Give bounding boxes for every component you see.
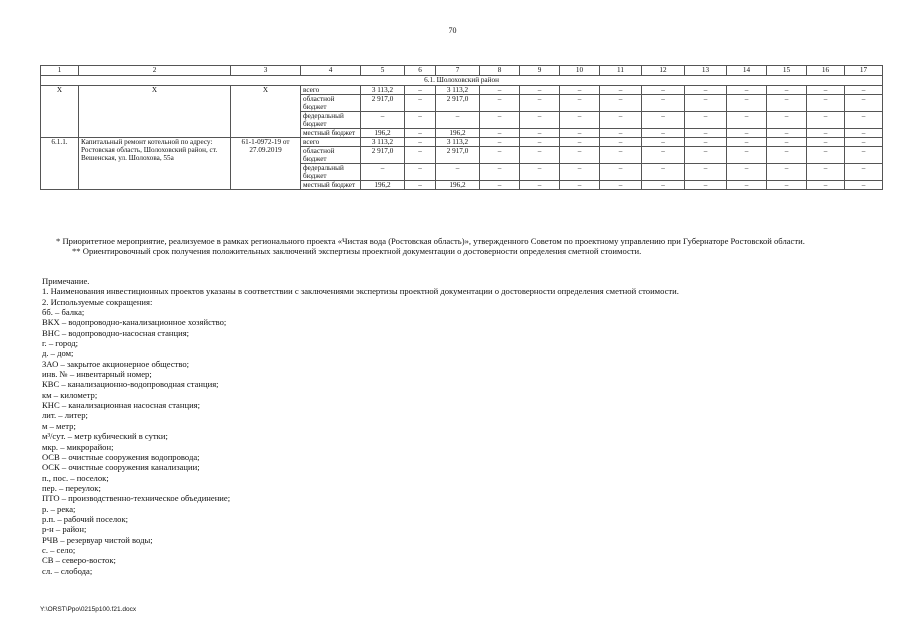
amount-cell: –: [480, 129, 520, 138]
page-number: 70: [448, 26, 457, 35]
amount-cell: –: [767, 164, 807, 181]
file-path-footer: Y:\ORST\Ppo\0215p100.f21.docx: [40, 606, 137, 613]
amount-cell: –: [600, 95, 642, 112]
column-number-header: 2: [79, 66, 231, 76]
amount-cell: –: [845, 86, 883, 95]
amount-cell: –: [480, 164, 520, 181]
column-number-header: 16: [807, 66, 845, 76]
amount-cell: –: [642, 164, 685, 181]
amount-cell: –: [845, 138, 883, 147]
abbreviation-item: ЗАО – закрытое акционерное общество;: [42, 358, 190, 369]
amount-cell: 3 113,2: [436, 138, 480, 147]
item-number: Х: [41, 86, 79, 138]
amount-cell: –: [600, 147, 642, 164]
amount-cell: –: [685, 181, 727, 190]
amount-cell: –: [642, 95, 685, 112]
amount-cell: –: [405, 147, 436, 164]
amount-cell: 2 917,0: [361, 147, 405, 164]
amount-cell: –: [807, 147, 845, 164]
abbreviation-item: ВКХ – водопроводно-канализационное хозяйство;: [42, 317, 227, 328]
amount-cell: –: [845, 181, 883, 190]
amount-cell: –: [560, 86, 600, 95]
column-number-header: 17: [845, 66, 883, 76]
funding-source: всего: [301, 138, 361, 147]
abbreviation-item: пер. – переулок;: [42, 482, 101, 493]
abbreviation-item: мкр. – микрорайон;: [42, 441, 114, 452]
notes-item-2: 2. Используемые сокращения:: [42, 296, 153, 307]
amount-cell: –: [807, 129, 845, 138]
amount-cell: –: [807, 181, 845, 190]
amount-cell: –: [560, 129, 600, 138]
amount-cell: –: [767, 112, 807, 129]
amount-cell: –: [685, 86, 727, 95]
abbreviation-item: СВ – северо-восток;: [42, 555, 116, 566]
amount-cell: –: [727, 95, 767, 112]
abbreviation-item: ВНС – водопроводно-насосная станция;: [42, 327, 190, 338]
amount-cell: –: [807, 138, 845, 147]
abbreviation-item: м – метр;: [42, 420, 76, 431]
notes-heading: Примечание.: [42, 276, 90, 286]
table-row: [41, 86, 883, 95]
amount-cell: –: [642, 86, 685, 95]
amount-cell: –: [600, 129, 642, 138]
table-row: [41, 138, 883, 147]
amount-cell: –: [361, 112, 405, 129]
amount-cell: –: [767, 95, 807, 112]
amount-cell: 196,2: [436, 129, 480, 138]
amount-cell: –: [845, 95, 883, 112]
footnote-expertise: ** Ориентировочный срок получения положительных заключений экспертизы проектной документации о достоверности определения сметной стоимости.: [72, 246, 642, 256]
amount-cell: –: [520, 147, 560, 164]
amount-cell: 2 917,0: [436, 147, 480, 164]
amount-cell: –: [727, 164, 767, 181]
amount-cell: –: [685, 95, 727, 112]
funding-source: областной бюджет: [301, 147, 361, 164]
table-header-row: [41, 66, 883, 76]
amount-cell: –: [600, 112, 642, 129]
amount-cell: –: [405, 181, 436, 190]
funding-source: местный бюджет: [301, 129, 361, 138]
amount-cell: –: [560, 181, 600, 190]
amount-cell: –: [600, 86, 642, 95]
expertise-conclusion: 61-1-0972-19 от 27.09.2019: [231, 138, 301, 190]
project-name: Капитальный ремонт котельной по адресу: Ростовская область, Шолоховский район, ст. Вешенская, ул. Шолохова, 55а: [79, 138, 231, 190]
amount-cell: –: [480, 86, 520, 95]
abbreviation-item: КВС – канализационно-водопроводная станция;: [42, 379, 219, 390]
amount-cell: –: [807, 112, 845, 129]
amount-cell: –: [361, 164, 405, 181]
funding-source: всего: [301, 86, 361, 95]
amount-cell: –: [480, 147, 520, 164]
amount-cell: –: [727, 86, 767, 95]
abbreviation-item: км – километр;: [42, 389, 98, 400]
amount-cell: 3 113,2: [361, 86, 405, 95]
amount-cell: –: [405, 138, 436, 147]
column-number-header: 14: [727, 66, 767, 76]
amount-cell: –: [520, 138, 560, 147]
amount-cell: –: [727, 138, 767, 147]
amount-cell: –: [560, 147, 600, 164]
amount-cell: –: [845, 112, 883, 129]
amount-cell: –: [405, 164, 436, 181]
abbreviation-item: ОСВ – очистные сооружения водопровода;: [42, 451, 200, 462]
amount-cell: –: [767, 86, 807, 95]
project-name: Х: [79, 86, 231, 138]
amount-cell: –: [520, 164, 560, 181]
amount-cell: –: [480, 181, 520, 190]
abbreviation-item: инв. № – инвентарный номер;: [42, 369, 152, 380]
abbreviation-item: м³/сут. – метр кубический в сутки;: [42, 431, 168, 442]
amount-cell: –: [807, 95, 845, 112]
amount-cell: –: [560, 164, 600, 181]
amount-cell: 196,2: [361, 181, 405, 190]
column-number-header: 4: [301, 66, 361, 76]
amount-cell: –: [642, 138, 685, 147]
column-number-header: 7: [436, 66, 480, 76]
amount-cell: –: [405, 95, 436, 112]
amount-cell: –: [845, 164, 883, 181]
column-number-header: 11: [600, 66, 642, 76]
amount-cell: –: [560, 95, 600, 112]
footnote-priority: * Приоритетное мероприятие, реализуемое в рамках регионального проекта «Чистая вода (Ростовская область)», утвержденного Советом по проектному управлению при Губернаторе Ростовской области.: [56, 236, 805, 246]
amount-cell: –: [767, 129, 807, 138]
amount-cell: –: [560, 138, 600, 147]
amount-cell: –: [845, 129, 883, 138]
abbreviation-list: [42, 307, 679, 576]
amount-cell: –: [480, 138, 520, 147]
column-number-header: 6: [405, 66, 436, 76]
amount-cell: –: [767, 181, 807, 190]
amount-cell: 2 917,0: [436, 95, 480, 112]
column-number-header: 1: [41, 66, 79, 76]
amount-cell: 3 113,2: [436, 86, 480, 95]
amount-cell: 2 917,0: [361, 95, 405, 112]
amount-cell: 3 113,2: [361, 138, 405, 147]
amount-cell: –: [520, 95, 560, 112]
abbreviation-item: р.п. – рабочий поселок;: [42, 513, 129, 524]
column-number-header: 8: [480, 66, 520, 76]
amount-cell: –: [600, 181, 642, 190]
funding-source: областной бюджет: [301, 95, 361, 112]
funding-source: местный бюджет: [301, 181, 361, 190]
amount-cell: –: [520, 181, 560, 190]
expertise-conclusion: Х: [231, 86, 301, 138]
amount-cell: –: [685, 129, 727, 138]
column-number-header: 3: [231, 66, 301, 76]
amount-cell: –: [727, 147, 767, 164]
amount-cell: –: [727, 129, 767, 138]
amount-cell: –: [642, 112, 685, 129]
abbreviation-item: с. – село;: [42, 544, 76, 555]
abbreviation-item: д. – дом;: [42, 348, 74, 359]
funding-source: федеральный бюджет: [301, 112, 361, 129]
amount-cell: –: [405, 86, 436, 95]
amount-cell: –: [685, 147, 727, 164]
amount-cell: –: [685, 164, 727, 181]
amount-cell: 196,2: [436, 181, 480, 190]
amount-cell: –: [642, 181, 685, 190]
section-title: 6.1. Шолоховский район: [41, 76, 883, 86]
amount-cell: 196,2: [361, 129, 405, 138]
abbreviation-item: КНС – канализационная насосная станция;: [42, 400, 201, 411]
column-number-header: 15: [767, 66, 807, 76]
section-row: [41, 76, 883, 86]
amount-cell: –: [600, 164, 642, 181]
amount-cell: –: [405, 129, 436, 138]
amount-cell: –: [642, 147, 685, 164]
abbreviation-item: сл. – слобода;: [42, 565, 93, 576]
abbreviation-item: п., пос. – поселок;: [42, 472, 109, 483]
amount-cell: –: [520, 112, 560, 129]
amount-cell: –: [520, 129, 560, 138]
amount-cell: –: [480, 112, 520, 129]
notes-block: [42, 276, 679, 576]
amount-cell: –: [807, 164, 845, 181]
abbreviation-item: ОСК – очистные сооружения канализации;: [42, 462, 200, 473]
column-number-header: 5: [361, 66, 405, 76]
amount-cell: –: [520, 86, 560, 95]
amount-cell: –: [767, 147, 807, 164]
column-number-header: 9: [520, 66, 560, 76]
column-number-header: 10: [560, 66, 600, 76]
amount-cell: –: [727, 181, 767, 190]
abbreviation-item: р-н – район;: [42, 524, 87, 535]
funding-source: федеральный бюджет: [301, 164, 361, 181]
amount-cell: –: [560, 112, 600, 129]
investment-table: [40, 65, 883, 190]
amount-cell: –: [642, 129, 685, 138]
abbreviation-item: г. – город;: [42, 338, 79, 349]
abbreviation-item: ПТО – производственно-техническое объединение;: [42, 493, 231, 504]
abbreviation-item: бб. – балка;: [42, 307, 85, 318]
column-number-header: 12: [642, 66, 685, 76]
amount-cell: –: [727, 112, 767, 129]
amount-cell: –: [767, 138, 807, 147]
column-number-header: 13: [685, 66, 727, 76]
amount-cell: –: [685, 138, 727, 147]
amount-cell: –: [480, 95, 520, 112]
amount-cell: –: [685, 112, 727, 129]
footnotes-block: [40, 236, 862, 256]
item-number: 6.1.1.: [41, 138, 79, 190]
notes-item-1: 1. Наименования инвестиционных проектов указаны в соответствии с заключениями экспертизы проектной документации о достоверности определения сметной стоимости.: [42, 286, 679, 297]
abbreviation-item: р. – река;: [42, 503, 76, 514]
amount-cell: –: [405, 112, 436, 129]
amount-cell: –: [436, 164, 480, 181]
amount-cell: –: [845, 147, 883, 164]
abbreviation-item: лит. – литер;: [42, 410, 88, 421]
abbreviation-item: РЧВ – резервуар чистой воды;: [42, 534, 153, 545]
amount-cell: –: [807, 86, 845, 95]
amount-cell: –: [436, 112, 480, 129]
amount-cell: –: [600, 138, 642, 147]
